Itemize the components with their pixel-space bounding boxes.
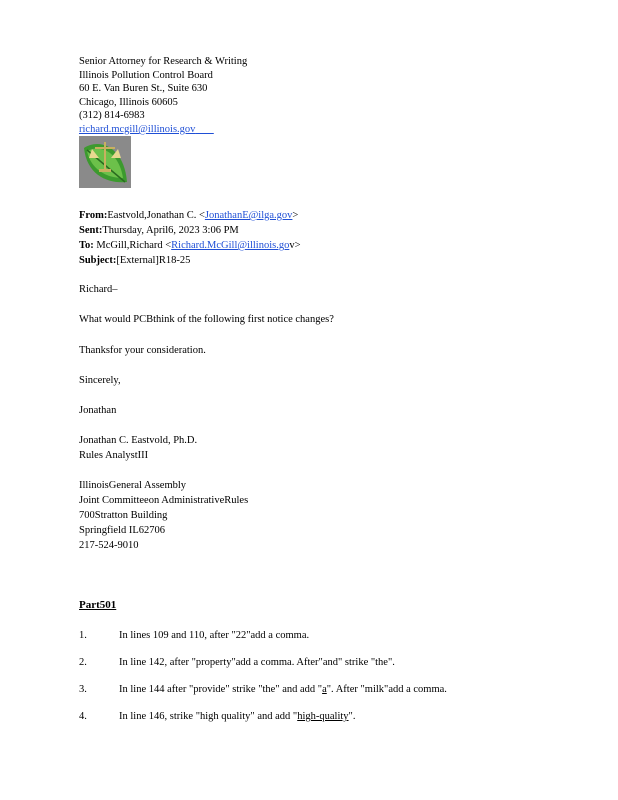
sender-full-name: Jonathan C. Eastvold, Ph.D.: [79, 435, 198, 446]
item-number: 4.: [79, 711, 87, 722]
to-close: v>: [289, 240, 301, 251]
list-item: [79, 711, 355, 722]
item-number: 3.: [79, 684, 87, 695]
signature-phone: (312) 814-6983: [79, 110, 145, 122]
email-link-trail: [195, 124, 213, 135]
email-header: [79, 208, 301, 268]
subject-value: [External]R18-25: [116, 255, 191, 266]
sender-city: Springfield IL62706: [79, 525, 166, 536]
item-text-end: ".: [348, 711, 356, 722]
from-value: Eastvold,Jonathan C. <: [107, 210, 205, 221]
sender-org-line1: IllinoisGeneral Assembly: [79, 480, 187, 491]
from-label: From:: [79, 210, 108, 221]
signature-address: 60 E. Van Buren St., Suite 630: [79, 83, 208, 95]
list-item: [79, 630, 309, 641]
item-text-start: In line 146, strike "high quality" and add ": [119, 711, 298, 722]
question-text: What would PCBthink of the following first notice changes?: [79, 314, 334, 325]
item-text: In lines 109 and 110, after "22"add a comma.: [119, 630, 310, 641]
signature-org: Illinois Pollution Control Board: [79, 69, 213, 81]
signature-title: Senior Attorney for Research & Writing: [79, 56, 248, 67]
leaf-scales-icon: [79, 136, 131, 188]
item-text: In line 142, after "property"add a comma. After"and" strike "the".: [119, 657, 395, 668]
sent-row: [79, 223, 301, 238]
from-close: >: [292, 210, 299, 221]
to-label: To:: [79, 240, 94, 251]
sender-org-line2: Joint Committeeon AdministrativeRules: [79, 495, 249, 506]
greeting: Richard–: [79, 284, 118, 295]
item-number: 1.: [79, 630, 87, 641]
sender-signature: [79, 433, 197, 463]
item-text-end: ". After "milk"add a comma.: [326, 684, 447, 695]
part-title: Part501: [79, 599, 117, 611]
sender-first-name: Jonathan: [79, 405, 117, 416]
signature-city: Chicago, Illinois 60605: [79, 96, 178, 108]
list-item: [79, 657, 395, 668]
from-row: [79, 208, 301, 223]
sender-organization: [79, 478, 248, 553]
signature-email-link[interactable]: richard.mcgill@illinois.gov: [79, 123, 196, 135]
sender-phone: 217-524-9010: [79, 540, 139, 551]
sent-value: Thursday, April6, 2023 3:06 PM: [102, 225, 239, 236]
sent-label: Sent:: [79, 225, 103, 236]
sender-address: 700Stratton Building: [79, 510, 168, 521]
pollution-board-logo: [79, 136, 131, 188]
thanks-text: Thanksfor your consideration.: [79, 345, 206, 356]
closing-text: Sincerely,: [79, 375, 121, 386]
item-number: 2.: [79, 657, 87, 668]
item-underlined-text: high-quality: [297, 711, 349, 722]
subject-label: Subject:: [79, 255, 117, 266]
sender-role: Rules AnalystIII: [79, 450, 149, 461]
to-row: [79, 238, 301, 253]
item-text-start: In line 144 after "provide" strike "the" and add ": [119, 684, 323, 695]
to-email-link[interactable]: Richard.McGill@illinois.go: [171, 240, 290, 251]
signature-block: [79, 55, 247, 137]
from-email-link[interactable]: JonathanE@ilga.gov: [204, 210, 293, 221]
list-item: [79, 684, 447, 695]
subject-row: [79, 253, 301, 268]
item-underlined-text: a: [322, 684, 327, 695]
to-value: McGill,Richard <: [93, 240, 172, 251]
